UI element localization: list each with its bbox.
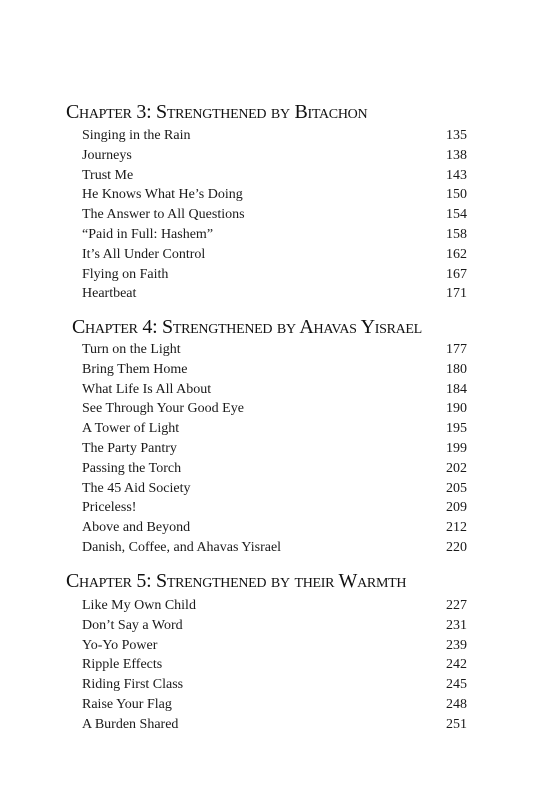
entry-title: The Answer to All Questions [82,207,245,223]
entry-page-number: 184 [446,381,467,397]
chapter-4-title: Chapter 4: Strengthened by Ahavas Yisrael [72,316,422,338]
entry-title: Yo-Yo Power [82,637,158,653]
entry-title: Singing in the Rain [82,128,191,143]
toc-entry[interactable] [0,636,533,656]
toc-entry[interactable] [0,265,533,285]
toc-entry[interactable] [0,380,533,400]
chapter-3-title: Chapter 3: Strengthened by Bitachon [66,101,368,123]
entry-page-number: 248 [446,696,467,712]
entry-page-number: 150 [446,187,467,203]
entry-page-number: 220 [446,539,467,555]
entry-title: Turn on the Light [82,342,181,357]
toc-entry[interactable] [0,205,533,225]
entry-page-number: 177 [446,342,467,357]
entry-title: “Paid in Full: Hashem” [82,226,214,242]
entry-title: Flying on Faith [82,266,169,282]
toc-entry[interactable] [0,245,533,265]
toc-entry[interactable] [0,439,533,459]
entry-title: Journeys [82,147,132,163]
toc-entry[interactable] [0,518,533,538]
toc-entry[interactable] [0,185,533,205]
entry-page-number: 239 [446,637,467,653]
entry-title: Ripple Effects [82,657,163,673]
entry-title: What Life Is All About [82,381,212,397]
entry-title: The Party Pantry [82,440,177,456]
entry-title: He Knows What He’s Doing [82,187,243,203]
toc-entry[interactable] [0,146,533,166]
entry-page-number: 209 [446,500,467,516]
toc-entry[interactable] [0,166,533,186]
chapter-3-entries [0,126,533,304]
toc-entry[interactable] [0,340,533,360]
entry-page-number: 171 [446,286,467,302]
entry-title: Riding First Class [82,677,184,693]
chapter-5-title: Chapter 5: Strengthened by their Warmth [66,570,407,592]
entry-page-number: 143 [446,167,467,183]
toc-entry[interactable] [0,655,533,675]
toc-entry[interactable] [0,225,533,245]
entry-page-number: 167 [446,266,467,282]
toc-entry[interactable] [0,498,533,518]
toc-entry[interactable] [0,399,533,419]
entry-title: A Burden Shared [82,716,179,732]
entry-page-number: 227 [446,598,467,613]
entry-page-number: 162 [446,246,467,262]
entry-title: Heartbeat [82,286,137,302]
entry-page-number: 242 [446,657,467,673]
entry-title: Passing the Torch [82,460,182,476]
entry-page-number: 154 [446,207,467,223]
toc-entry[interactable] [0,675,533,695]
entry-title: A Tower of Light [82,421,180,437]
entry-title: Above and Beyond [82,520,191,536]
entry-title: Trust Me [82,167,134,183]
entry-page-number: 195 [446,421,467,437]
entry-page-number: 199 [446,440,467,456]
toc-entry[interactable] [0,538,533,558]
toc-entry[interactable] [0,695,533,715]
entry-title: The 45 Aid Society [82,480,191,496]
toc-entry[interactable] [0,616,533,636]
entry-page-number: 202 [446,460,467,476]
entry-title: Raise Your Flag [82,696,172,712]
entry-page-number: 231 [446,617,467,633]
toc-entry[interactable] [0,360,533,380]
entry-page-number: 138 [446,147,467,163]
entry-page-number: 135 [446,128,467,143]
toc-entry[interactable] [0,284,533,304]
entry-page-number: 251 [446,716,467,732]
entry-title: Don’t Say a Word [82,617,183,633]
entry-title: Bring Them Home [82,361,188,377]
entry-page-number: 205 [446,480,467,496]
toc-entry[interactable] [0,126,533,146]
chapter-5-entries [0,596,533,735]
toc-entry[interactable] [0,419,533,439]
entry-title: It’s All Under Control [82,246,206,262]
entry-page-number: 245 [446,677,467,693]
entry-title: Priceless! [82,500,137,516]
entry-page-number: 190 [446,401,467,417]
toc-entry[interactable] [0,596,533,616]
entry-page-number: 158 [446,226,467,242]
chapter-4-entries [0,340,533,558]
toc-entry[interactable] [0,479,533,499]
entry-title: Danish, Coffee, and Ahavas Yisrael [82,539,282,555]
entry-title: See Through Your Good Eye [82,401,244,417]
entry-page-number: 212 [446,520,467,536]
entry-title: Like My Own Child [82,598,196,613]
entry-page-number: 180 [446,361,467,377]
toc-entry[interactable] [0,715,533,735]
toc-entry[interactable] [0,459,533,479]
